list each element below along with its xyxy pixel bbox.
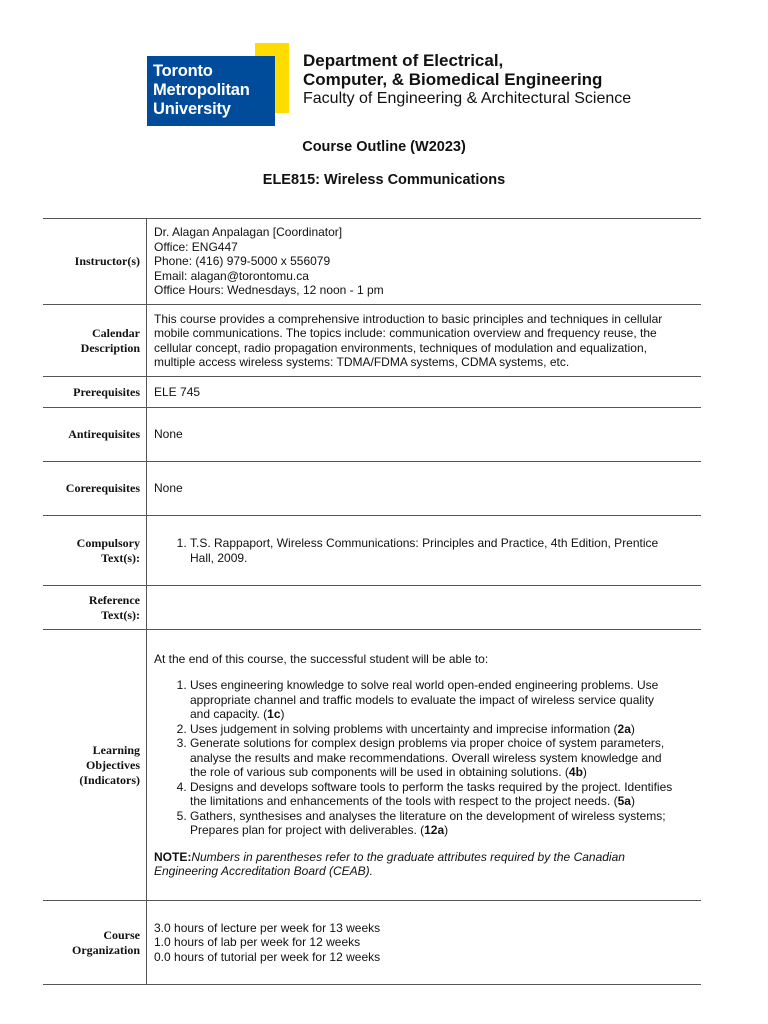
corequisites-row	[43, 462, 701, 516]
row-label: Compulsory Text(s):	[43, 516, 147, 586]
faculty-line: Faculty of Engineering & Architectural Science	[303, 90, 632, 107]
row-value: ELE 745	[147, 377, 702, 408]
description-line: mobile communications. The topics include: communication overview and frequency reuse, the	[154, 326, 657, 340]
list-item: 1. T.S. Rappaport, Wireless Communications: Principles and Practice, 4th Edition, Prentice Hall, 2009.	[190, 536, 695, 565]
instructor-row	[43, 219, 701, 305]
row-label: Learning Objectives (Indicators)	[43, 630, 147, 901]
row-value: None	[147, 408, 702, 462]
learning-objectives-row	[43, 630, 701, 901]
description-line: This course provides a comprehensive introduction to basic principles and techniques in cellular	[154, 311, 663, 326]
row-value	[147, 901, 702, 985]
antirequisites-row	[43, 408, 701, 462]
instructor-line: Dr. Alagan Anpalagan [Coordinator]	[154, 225, 343, 240]
row-label: Course Organization	[43, 901, 147, 985]
course-title: ELE815: Wireless Communications	[262, 172, 506, 188]
description-line: cellular concept, radio propagation environments, techniques of modulation and equalization,	[154, 340, 647, 355]
objectives-note: NOTE:Numbers in parentheses refer to the graduate attributes required by the Canadian Engineering Accreditation Board (CEAB).	[154, 849, 625, 878]
logo-line: University	[153, 100, 231, 118]
logo-line: Metropolitan	[153, 81, 250, 99]
organization-line: 1.0 hours of lab per week for 12 weeks	[154, 935, 361, 950]
row-value	[147, 516, 702, 586]
course-outline-table	[43, 218, 701, 985]
logo-line: Toronto	[153, 62, 213, 80]
row-value	[147, 586, 702, 630]
compulsory-texts-row	[43, 516, 701, 586]
department-line: Computer, & Biomedical Engineering	[303, 70, 603, 89]
instructor-line: Phone: (416) 979-5000 x 556079	[154, 254, 331, 269]
description-line: multiple access wireless systems: TDMA/FDMA systems, CDMA systems, etc.	[154, 355, 570, 369]
prerequisites-row	[43, 377, 701, 408]
course-outline-title: Course Outline (W2023)	[302, 139, 466, 155]
row-value	[147, 219, 702, 305]
row-label: Reference Text(s):	[43, 586, 147, 630]
list-item: 3. Generate solutions for complex design problems via proper choice of system parameters, analyse the results and make recommendations. Overall wireless system knowledge and the role of various sub components will be used in obtaining solutions. (4b)	[190, 736, 695, 780]
row-label: Corerequisites	[43, 462, 147, 516]
reference-texts-row	[43, 586, 701, 630]
instructor-line: Office: ENG447	[154, 239, 238, 254]
organization-line: 3.0 hours of lecture per week for 13 weeks	[154, 920, 381, 935]
row-value: None	[147, 462, 702, 516]
row-label: Antirequisites	[43, 408, 147, 462]
instructor-line: Office Hours: Wednesdays, 12 noon - 1 pm	[154, 283, 384, 298]
list-item: 5. Gathers, synthesises and analyses the literature on the development of wireless systems; Prepares plan for project with deliverables. (12a)	[190, 809, 695, 838]
list-item: 1. Uses engineering knowledge to solve real world open-ended engineering problems. Use appropriate channel and traffic models to evaluate the impact of wireless service quality and capacity. (1c)	[190, 678, 695, 722]
instructor-email: Email: alagan@torontomu.ca	[154, 268, 309, 283]
header	[147, 43, 707, 128]
row-label: Calendar Description	[43, 305, 147, 377]
row-label: Instructor(s)	[43, 219, 147, 305]
objectives-intro: At the end of this course, the successful student will be able to:	[154, 651, 489, 666]
row-value	[147, 305, 702, 377]
organization-line: 0.0 hours of tutorial per week for 12 weeks	[154, 949, 381, 964]
note-label: NOTE:	[154, 849, 192, 864]
row-value	[147, 630, 702, 901]
list-item: 2. Uses judgement in solving problems with uncertainty and imprecise information (2a)	[190, 722, 695, 737]
calendar-row	[43, 305, 701, 377]
university-logo	[147, 56, 275, 126]
logo-yellow-bar-vertical	[275, 43, 289, 113]
department-line: Department of Electrical,	[303, 51, 504, 70]
department-name	[303, 51, 631, 108]
list-item: 4. Designs and develops software tools to perform the tasks required by the project. Identifies the limitations and enhancements of the tools with respect to the project needs. (5a)	[190, 780, 695, 809]
course-organization-row	[43, 901, 701, 985]
row-label: Prerequisites	[43, 377, 147, 408]
